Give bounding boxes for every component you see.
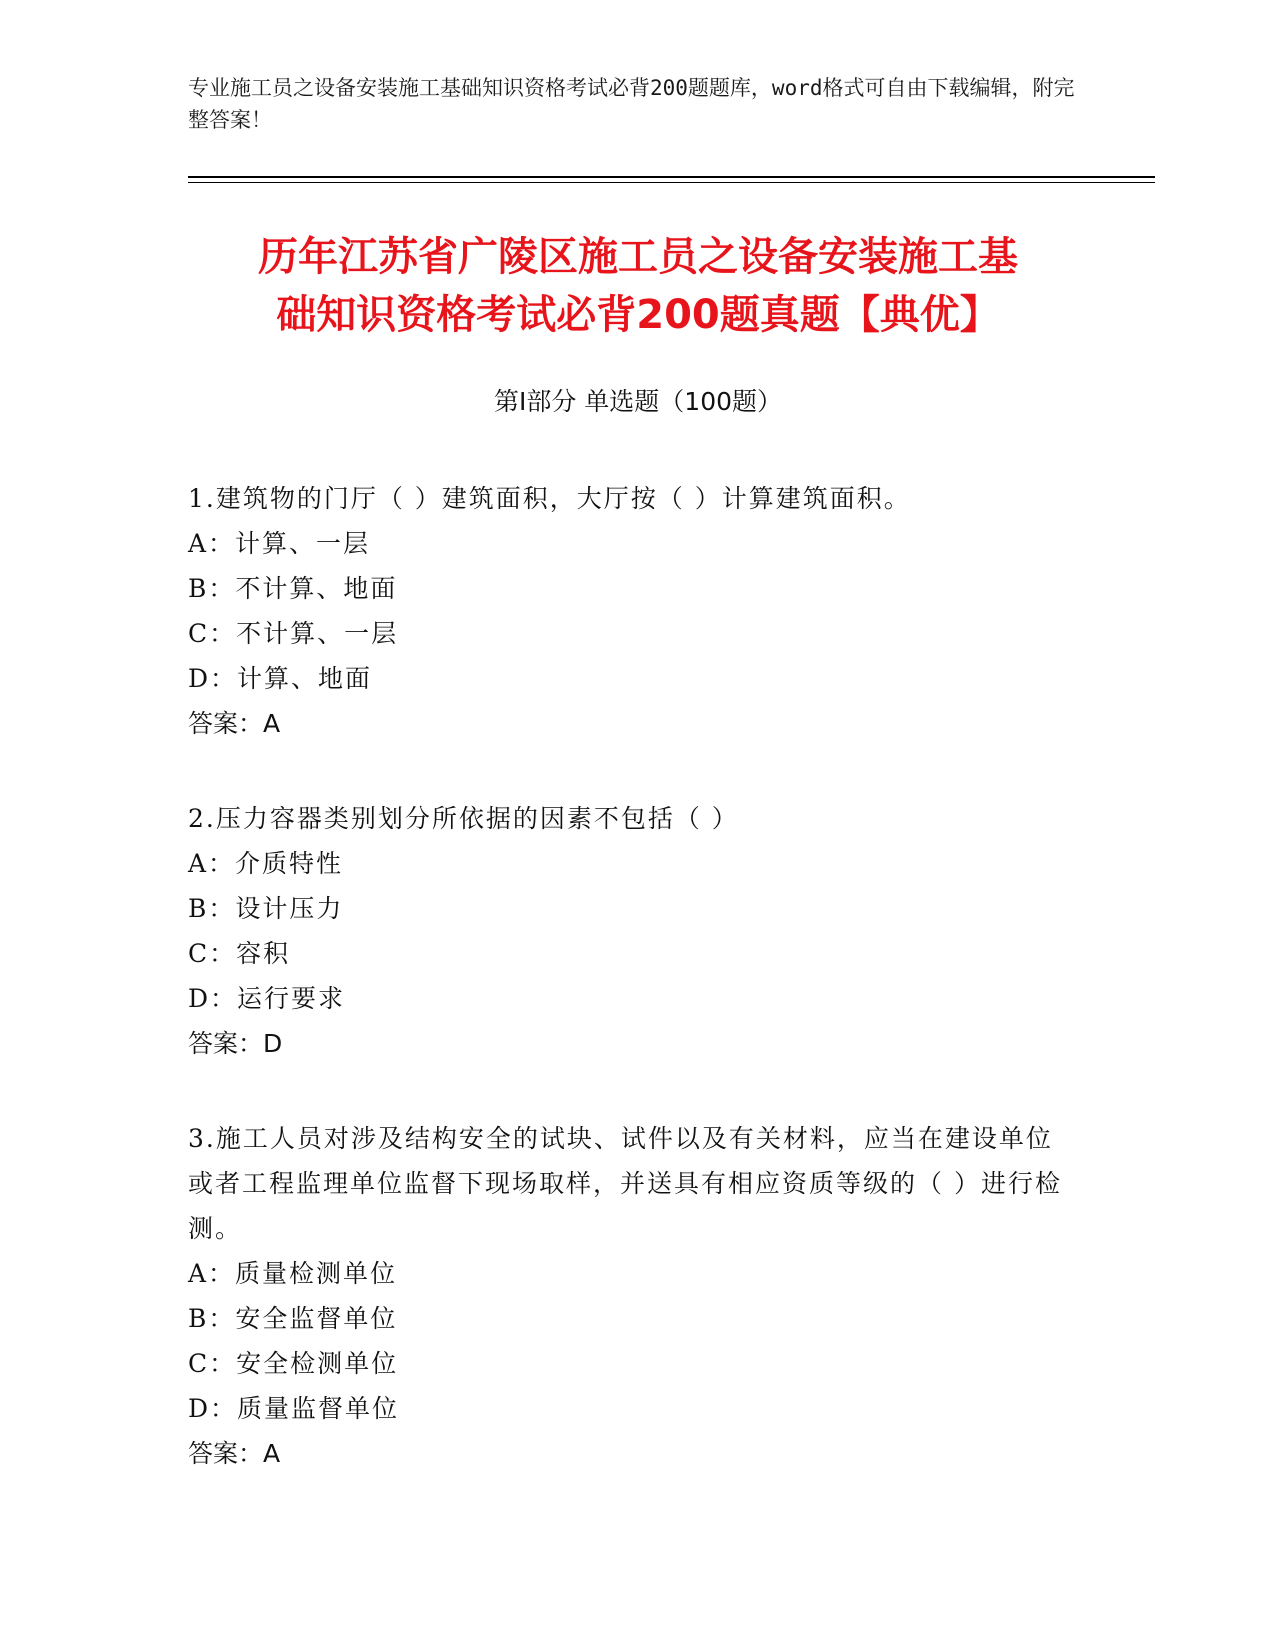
- header-divider-thin: [188, 182, 1155, 183]
- option-c: C：安全检测单位: [188, 1349, 399, 1378]
- option-b: B：设计压力: [188, 894, 344, 923]
- option-b: B：不计算、地面: [188, 574, 398, 603]
- question-stem: 2.压力容器类别划分所依据的因素不包括（ ）: [188, 804, 739, 833]
- question-1: [188, 476, 1068, 746]
- option-a: A：质量检测单位: [188, 1259, 398, 1288]
- section-heading: 第Ⅰ部分 单选题（100题）: [493, 387, 783, 416]
- option-d: D：质量监督单位: [188, 1394, 400, 1423]
- option-b: B：安全监督单位: [188, 1304, 398, 1333]
- question-stem: 3.施工人员对涉及结构安全的试块、试件以及有关材料，应当在建设单位或者工程监理单位监督下现场取样，并送具有相应资质等级的（ ）进行检测。: [188, 1124, 1062, 1243]
- header-divider-thick: [188, 176, 1155, 178]
- question-list: [188, 476, 1068, 1526]
- answer-label: 答案：D: [188, 1029, 283, 1058]
- document-title: [188, 228, 1088, 344]
- document-title-line-1: 历年江苏省广陵区施工员之设备安装施工基: [258, 234, 1018, 280]
- option-a: A：介质特性: [188, 849, 344, 878]
- option-c: C：不计算、一层: [188, 619, 399, 648]
- option-a: A：计算、一层: [188, 529, 371, 558]
- option-d: D：计算、地面: [188, 664, 373, 693]
- question-stem: 1.建筑物的门厅（ ）建筑面积，大厅按（ ）计算建筑面积。: [188, 484, 911, 513]
- document-title-line-2: 础知识资格考试必背200题真题【典优】: [276, 292, 1000, 338]
- option-d: D：运行要求: [188, 984, 346, 1013]
- header-note: 专业施工员之设备安装施工基础知识资格考试必背200题题库，word格式可自由下载编辑，附完整答案！: [188, 76, 1075, 132]
- question-2: [188, 796, 1068, 1066]
- option-c: C：容积: [188, 939, 291, 968]
- answer-label: 答案：A: [188, 709, 281, 738]
- question-3: [188, 1116, 1068, 1476]
- answer-label: 答案：A: [188, 1439, 281, 1468]
